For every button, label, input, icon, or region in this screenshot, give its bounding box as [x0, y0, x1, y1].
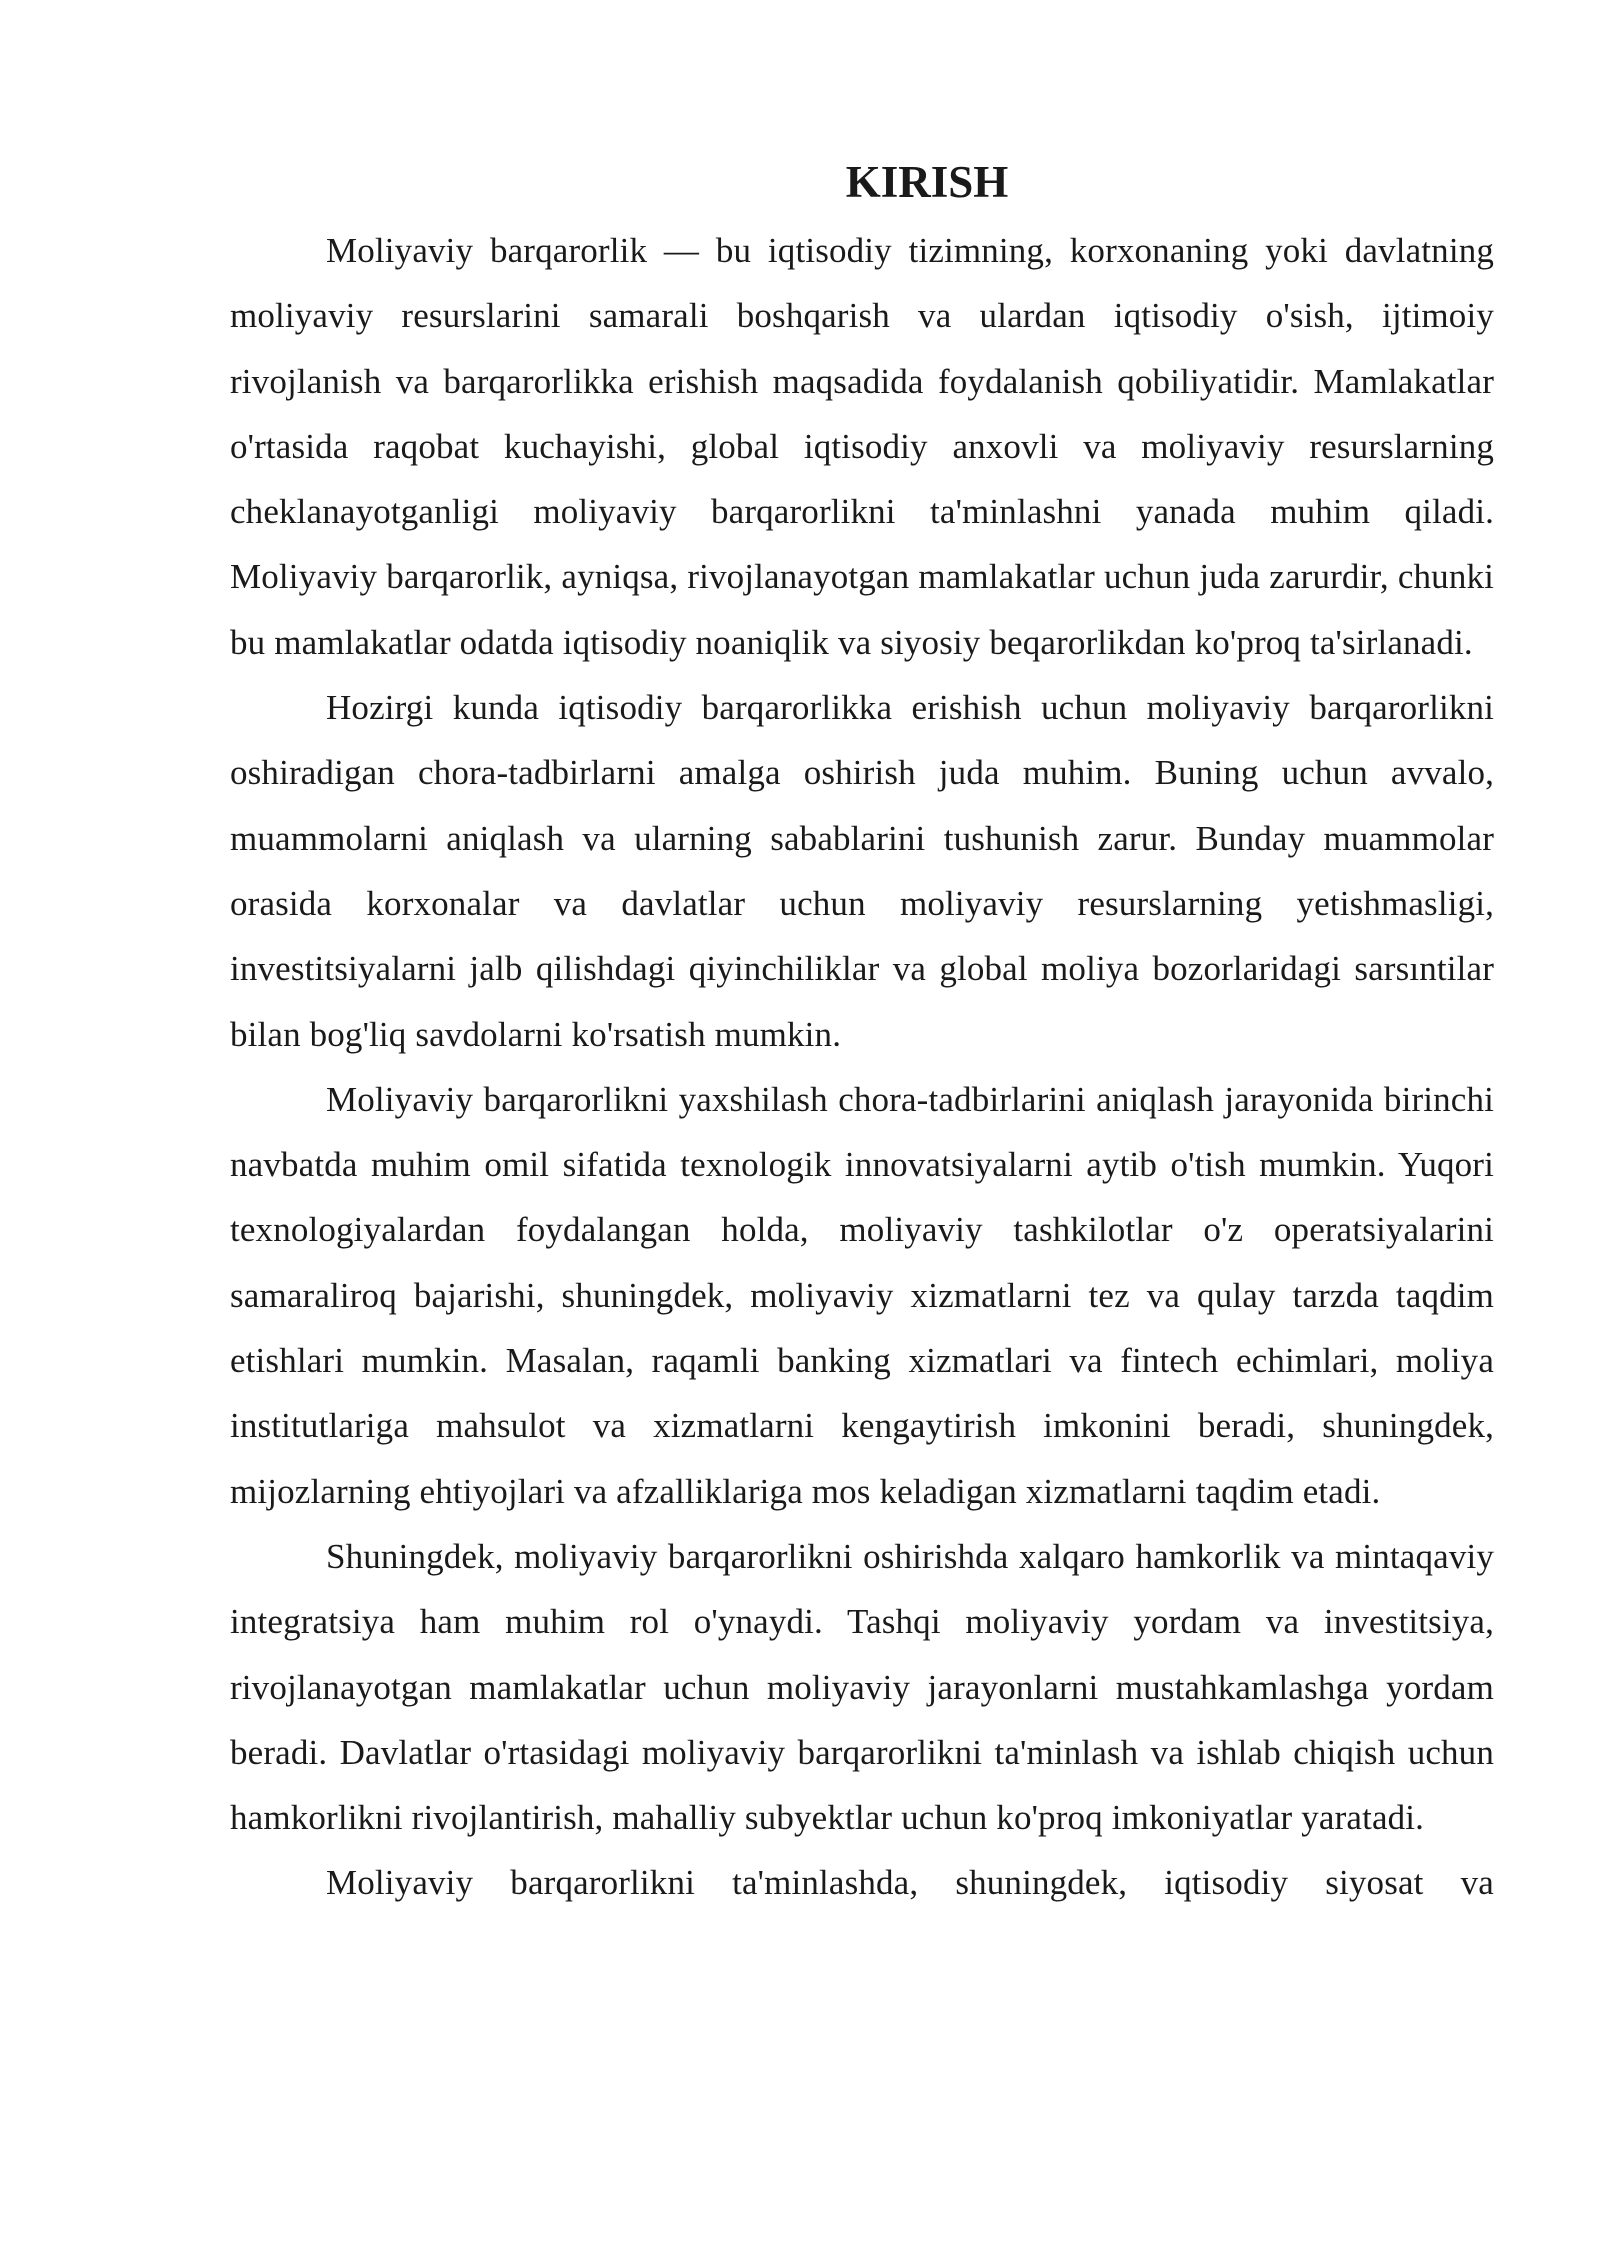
paragraph-5: Moliyaviy barqarorlikni ta'minlashda, shuningdek, iqtisodiy siyosat va	[326, 1863, 1494, 1903]
paragraph-2: Hozirgi kunda iqtisodiy barqarorlikka erishish uchun moliyaviy barqarorlikni oshiradigan chora-tadbirlarni amalga oshirish juda muhim. Buning uchun avvalo, muammolarni aniqlash va ularning sabablarini tushunish zarur. Bunday muammolar orasida korxonalar va davlatlar uchun moliyaviy resurslarning yetishmasligi, investitsiyalarni jalb qilishdagi qiyinchiliklar va global moliya bozorlaridagi sarsıntilar bilan bog'liq savdolarni ko'rsatish mumkin.	[230, 688, 1494, 1054]
paragraph-1: Moliyaviy barqarorlik — bu iqtisodiy tizimning, korxonaning yoki davlatning moliyaviy resurslarini samarali boshqarish va ulardan iqtisodiy o'sish, ijtimoiy rivojlanish va barqarorlikka erishish maqsadida foydalanish qobiliyatidir. Mamlakatlar o'rtasida raqobat kuchayishi, global iqtisodiy anxovli va moliyaviy resurslarning cheklanayotganligi moliyaviy barqarorlikni ta'minlashni yanada muhim qiladi. Moliyaviy barqarorlik, ayniqsa, rivojlanayotgan mamlakatlar uchun juda zarurdir, chunki bu mamlakatlar odatda iqtisodiy noaniqlik va siyosiy beqarorlikdan ko'proq ta'sirlanadi.	[230, 231, 1494, 662]
paragraph-4: Shuningdek, moliyaviy barqarorlikni oshirishda xalqaro hamkorlik va mintaqaviy integratsiya ham muhim rol o'ynaydi. Tashqi moliyaviy yordam va investitsiya, rivojlanayotgan mamlakatlar uchun moliyaviy jarayonlarni mustahkamlashga yordam beradi. Davlatlar o'rtasidagi moliyaviy barqarorlikni ta'minlash va ishlab chiqish uchun hamkorlikni rivojlantirish, mahalliy subyektlar uchun ko'proq imkoniyatlar yaratadi.	[230, 1536, 1494, 1838]
document-page	[230, 150, 1494, 1916]
page-title: KIRISH	[845, 157, 1009, 207]
paragraph-3: Moliyaviy barqarorlikni yaxshilash chora-tadbirlarini aniqlash jarayonida birinchi navbatda muhim omil sifatida texnologik innovatsiyalarni aytib o'tish mumkin. Yuqori texnologiyalardan foydalangan holda, moliyaviy tashkilotlar o'z operatsiyalarini samaraliroq bajarishi, shuningdek, moliyaviy xizmatlarni tez va qulay tarzda taqdim etishlari mumkin. Masalan, raqamli banking xizmatlari va fintech echimlari, moliya institutlariga mahsulot va xizmatlarni kengaytirish imkonini beradi, shuningdek, mijozlarning ehtiyojlari va afzalliklariga mos keladigan xizmatlarni taqdim etadi.	[230, 1079, 1494, 1511]
